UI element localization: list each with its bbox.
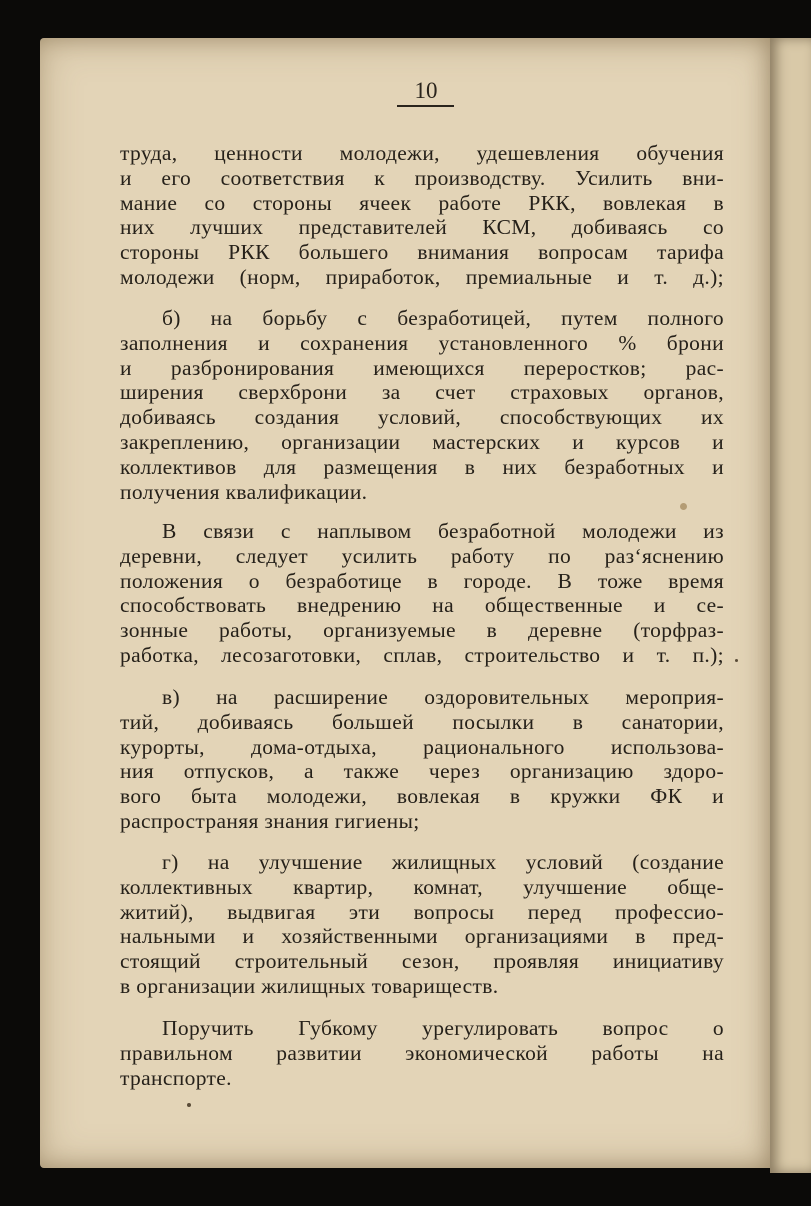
text-line: положения о безработице в городе. В тоже время	[120, 568, 724, 593]
text-line: нальными и хозяйственными организациями в пред-	[120, 924, 724, 949]
text-line: ширения сверхброни за счет страховых органов,	[120, 380, 724, 405]
text-line: способствовать внедрению на общественные и се-	[120, 593, 724, 618]
text-line: труда, ценности молодежи, удешевления обучения	[120, 141, 724, 165]
paragraph-3	[120, 519, 724, 668]
page-number: 10	[414, 78, 438, 103]
text-line: транспорте.	[120, 1065, 232, 1090]
text-line: в) на расширение оздоровительных мероприя-	[162, 685, 724, 709]
text-line: г) на улучшение жилищных условий (создание	[162, 850, 724, 874]
text-line: мание со стороны ячеек работе РКК, вовлекая в	[120, 190, 724, 215]
text-line: зонные работы, организуемые в деревне (торфраз-	[120, 618, 724, 643]
page-number-rule	[397, 105, 454, 107]
text-line: житий), выдвигая эти вопросы перед профессио-	[120, 899, 724, 924]
text-line: В связи с наплывом безработной молодежи из	[162, 519, 724, 543]
text-line: курорты, дома-отдыха, рационального использова-	[120, 734, 724, 759]
paper-speck	[735, 659, 738, 662]
text-line: правильном развитии экономической работы на	[120, 1040, 724, 1065]
text-line: стороны РКК большего внимания вопросам тарифа	[120, 240, 724, 265]
text-line: добиваясь создания условий, способствующих их	[120, 405, 724, 430]
text-line: работка, лесозаготовки, сплав, строительство и т. п.);	[120, 642, 724, 667]
text-line: и разбронирования имеющихся переростков; рас-	[120, 355, 724, 380]
text-line: коллективных квартир, комнат, улучшение обще-	[120, 874, 724, 899]
text-line: коллективов для размещения в них безработных и	[120, 454, 724, 479]
text-line: и его соответствия к производству. Усилить вни-	[120, 165, 724, 190]
text-line: деревни, следует усилить работу по раз‘яснению	[120, 543, 724, 568]
text-line: тий, добиваясь большей посылки в санатории,	[120, 709, 724, 734]
paragraph-2	[120, 306, 724, 504]
adjacent-page-edge	[770, 38, 811, 1173]
text-line: них лучших представителей КСМ, добиваясь со	[120, 215, 724, 240]
text-line: б) на борьбу с безработицей, путем полного	[162, 306, 724, 330]
text-line: Поручить Губкому урегулировать вопрос о	[162, 1016, 724, 1040]
text-line: получения квалификации.	[120, 479, 368, 504]
text-line: стоящий строительный сезон, проявляя инициативу	[120, 949, 724, 974]
text-line: вого быта молодежи, вовлекая в кружки ФК и	[120, 784, 724, 809]
text-line: заполнения и сохранения установленного % брони	[120, 330, 724, 355]
text-line: в организации жилищных товариществ.	[120, 973, 499, 998]
text-line: закреплению, организации мастерских и курсов и	[120, 429, 724, 454]
paragraph-6	[120, 1016, 724, 1090]
paragraph-5	[120, 850, 724, 999]
paper-speck	[187, 1103, 191, 1107]
text-line: распространяя знания гигиены;	[120, 808, 420, 833]
text-line: ния отпусков, а также через организацию здоро-	[120, 759, 724, 784]
paragraph-1	[120, 141, 724, 290]
paragraph-4	[120, 685, 724, 834]
text-line: молодежи (норм, приработок, премиальные и т. д.);	[120, 264, 724, 289]
